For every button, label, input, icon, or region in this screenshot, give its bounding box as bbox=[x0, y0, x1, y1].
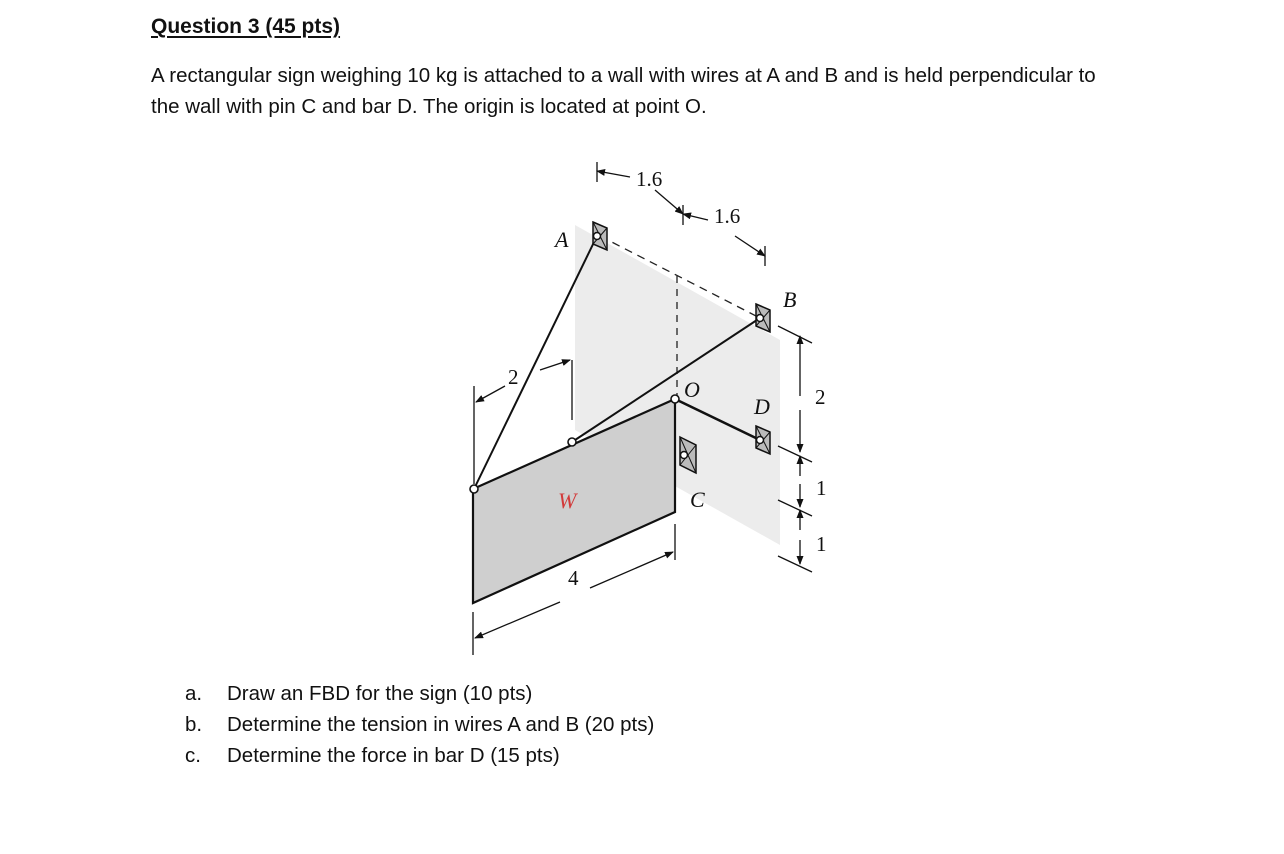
joint-sign-corner bbox=[470, 485, 478, 493]
problem-statement-line-2: the wall with pin C and bar D. The origin is located at point O. bbox=[151, 95, 707, 118]
dim-depth: 2 bbox=[508, 365, 519, 389]
label-C: C bbox=[690, 487, 705, 512]
dim-height-low: 1 bbox=[816, 532, 827, 556]
dim-top-right: 1.6 bbox=[714, 204, 741, 228]
problem-statement-line-1: A rectangular sign weighing 10 kg is attached to a wall with wires at A and B and is held perpendicular to bbox=[151, 64, 1096, 87]
label-B: B bbox=[783, 287, 797, 312]
joint-B bbox=[757, 315, 764, 322]
dim-width: 4 bbox=[568, 566, 579, 590]
joint-A bbox=[594, 233, 601, 240]
label-A: A bbox=[555, 227, 569, 252]
joint-sign-mid bbox=[568, 438, 576, 446]
question-marker: a. bbox=[185, 682, 203, 705]
question-marker: b. bbox=[185, 713, 203, 736]
question-text: Determine the force in bar D (15 pts) bbox=[227, 744, 560, 767]
joint-D bbox=[757, 437, 764, 444]
question-marker: c. bbox=[185, 744, 201, 767]
question-text: Draw an FBD for the sign (10 pts) bbox=[227, 682, 533, 705]
dimension-right bbox=[778, 326, 812, 572]
label-O: O bbox=[684, 377, 700, 402]
dim-top-left: 1.6 bbox=[636, 167, 663, 191]
question-heading: Question 3 (45 pts) bbox=[151, 15, 341, 38]
question-item-a bbox=[185, 678, 654, 709]
label-W: W bbox=[558, 488, 577, 513]
question-text: Determine the tension in wires A and B (20 pts) bbox=[227, 713, 655, 736]
question-item-c bbox=[185, 740, 654, 771]
dim-height-mid: 1 bbox=[816, 476, 827, 500]
joint-C bbox=[681, 452, 688, 459]
label-D: D bbox=[754, 394, 770, 419]
question-list bbox=[185, 678, 654, 771]
question-item-b bbox=[185, 709, 654, 740]
dim-height-B: 2 bbox=[815, 385, 826, 409]
joint-O bbox=[671, 395, 679, 403]
